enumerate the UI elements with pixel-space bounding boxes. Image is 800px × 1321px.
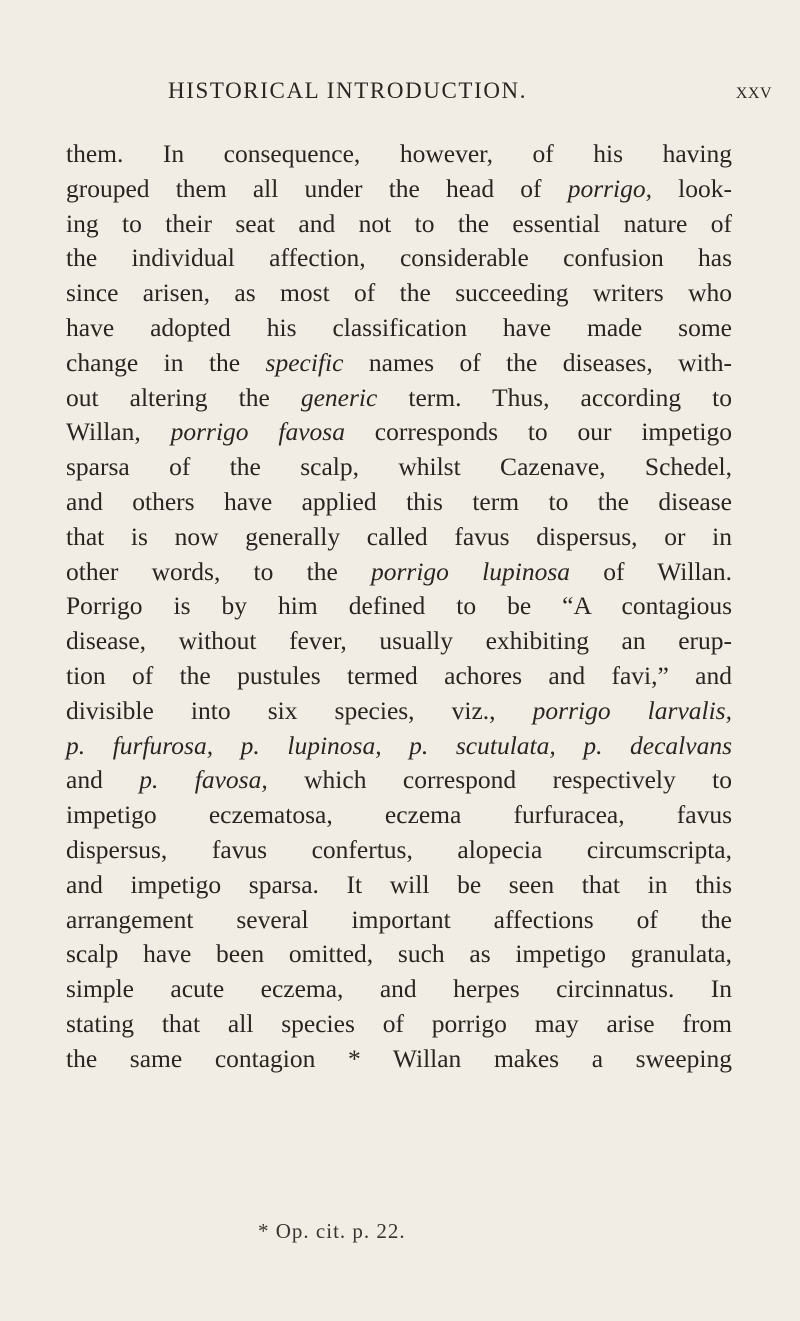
text-run: corresponds to our impetigo	[344, 417, 733, 447]
text-run: of Willan.	[570, 556, 732, 586]
text-line	[66, 903, 732, 938]
text-run: grouped them all under the head of	[66, 173, 568, 203]
text-run: the same contagion * Willan makes a sweeping	[66, 1043, 732, 1073]
text-line	[66, 798, 732, 833]
text-line	[66, 763, 732, 798]
text-line	[66, 868, 732, 903]
italic-term: porrigo lupinosa	[371, 556, 571, 586]
text-run: the individual affection, considerable confusion has	[66, 243, 732, 273]
text-line	[66, 241, 732, 276]
text-line	[66, 833, 732, 868]
italic-term: generic	[300, 382, 378, 412]
italic-term: p. furfurosa, p. lupinosa, p. scutulata, p. decalvans	[66, 730, 732, 760]
text-run: tion of the pustules termed achores and favi,” and	[66, 660, 732, 690]
text-line	[66, 381, 732, 416]
text-run: term. Thus, according to	[377, 382, 732, 412]
text-line	[66, 346, 732, 381]
text-line	[66, 311, 732, 346]
text-line	[66, 520, 732, 555]
text-run: and	[66, 765, 140, 795]
text-run: have adopted his classification have made some	[66, 312, 732, 342]
text-line	[66, 1042, 732, 1077]
italic-term: porrigo larvalis,	[532, 695, 732, 725]
text-line	[66, 485, 732, 520]
text-run: dispersus, favus confertus, alopecia circumscripta,	[66, 834, 732, 864]
text-run: that is now generally called favus dispersus, or in	[66, 521, 732, 551]
text-line	[66, 555, 732, 590]
text-run: and others have applied this term to the disease	[66, 486, 732, 516]
text-run: Willan,	[66, 417, 171, 447]
page-number: xxv	[735, 78, 772, 103]
text-line	[66, 276, 732, 311]
text-run: change in the	[66, 347, 266, 377]
text-line	[66, 450, 732, 485]
text-run: sparsa of the scalp, whilst Cazenave, Schedel,	[66, 452, 732, 482]
body-text	[66, 137, 732, 1077]
text-line	[66, 589, 732, 624]
italic-term: porrigo favosa	[170, 417, 345, 447]
text-run: them. In consequence, however, of his having	[66, 139, 732, 168]
text-run: stating that all species of porrigo may arise from	[66, 1008, 732, 1038]
text-line	[66, 137, 732, 172]
text-line	[66, 937, 732, 972]
text-line	[66, 972, 732, 1007]
text-run: and impetigo sparsa. It will be seen that in this	[66, 869, 732, 899]
text-run: scalp have been omitted, such as impetigo granulata,	[66, 939, 732, 969]
text-run: simple acute eczema, and herpes circinnatus. In	[66, 974, 732, 1004]
text-run: other words, to the	[66, 556, 371, 586]
text-run: out altering the	[66, 382, 301, 412]
text-line	[66, 694, 732, 729]
text-line	[66, 415, 732, 450]
text-run: which correspond respectively to	[267, 765, 733, 795]
running-head-title: HISTORICAL INTRODUCTION.	[168, 78, 528, 103]
italic-term: porrigo,	[567, 173, 653, 203]
text-line	[66, 659, 732, 694]
footnote: * Op. cit. p. 22.	[258, 1219, 406, 1243]
text-run: impetigo eczematosa, eczema furfuracea, favus	[66, 800, 732, 830]
text-run: names of the diseases, with-	[343, 347, 732, 377]
running-head	[108, 78, 772, 108]
italic-term: specific	[265, 347, 344, 377]
text-run: divisible into six species, viz.,	[66, 695, 533, 725]
text-line	[66, 172, 732, 207]
text-line	[66, 729, 732, 764]
text-run: Porrigo is by him defined to be “A contagious	[66, 591, 732, 621]
text-run: look-	[652, 173, 732, 203]
italic-term: p. favosa,	[139, 765, 268, 795]
text-run: disease, without fever, usually exhibiting an erup-	[66, 626, 732, 656]
text-run: arrangement several important affections of the	[66, 904, 732, 934]
text-run: since arisen, as most of the succeeding writers who	[66, 278, 732, 308]
text-line	[66, 624, 732, 659]
text-line	[66, 1007, 732, 1042]
text-run: ing to their seat and not to the essential nature of	[66, 208, 732, 238]
text-line	[66, 207, 732, 242]
